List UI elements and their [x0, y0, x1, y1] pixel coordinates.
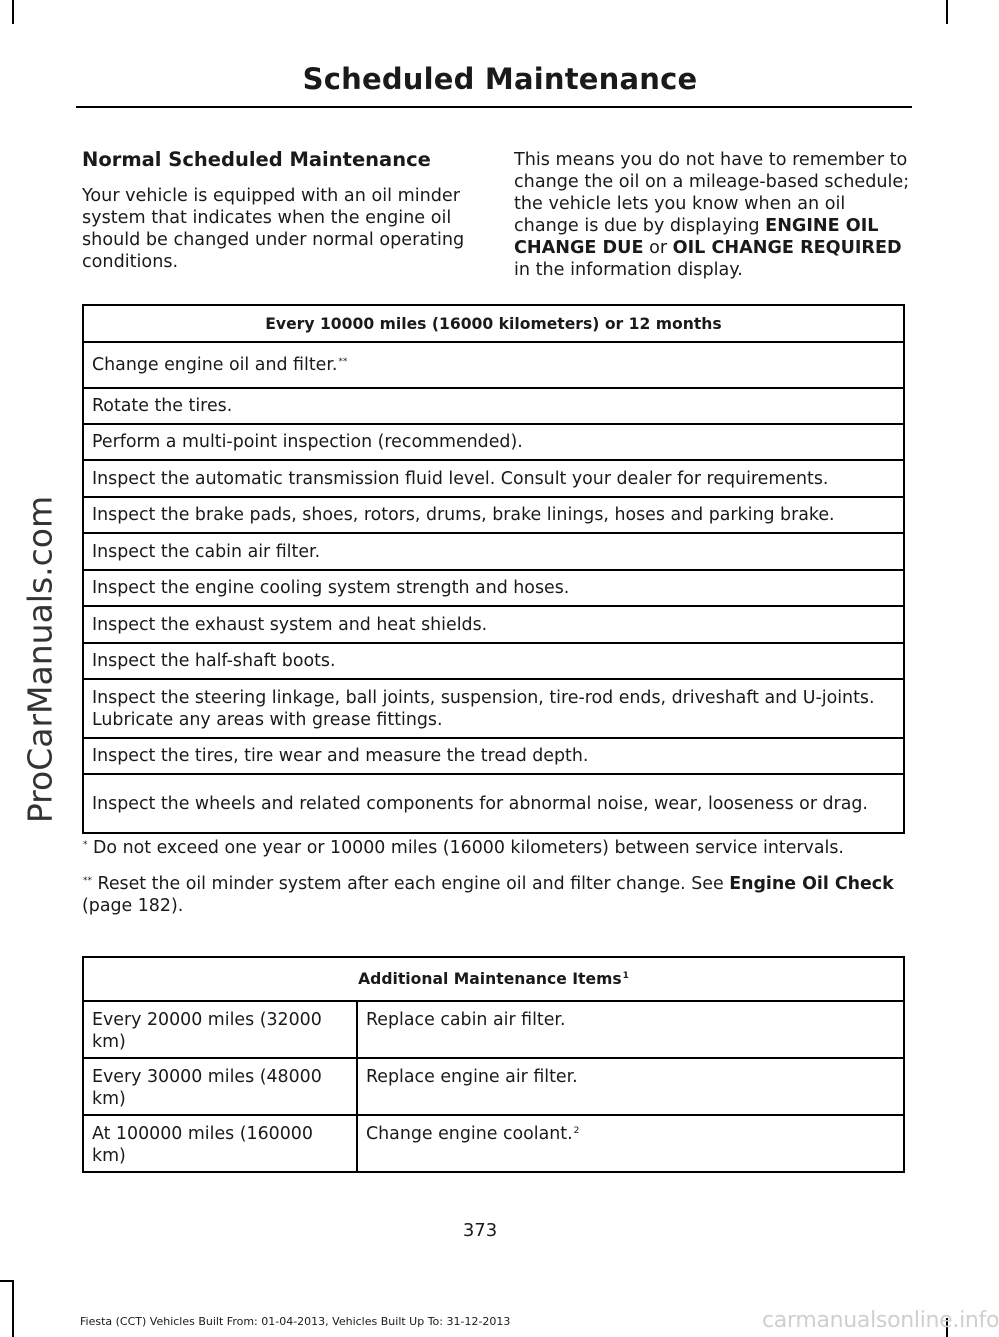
interval-cell: Every 30000 miles (48000 km) — [83, 1058, 357, 1115]
side-watermark: ProCarManuals.com — [20, 495, 60, 824]
page-number: 373 — [462, 1220, 498, 1241]
footnote-1-marker: * — [83, 840, 88, 850]
footnote-1-text: Do not exceed one year or 10000 miles (16000 kilometers) between service intervals. — [87, 838, 844, 858]
table-row — [83, 1115, 904, 1172]
table-row — [83, 679, 904, 738]
intro-right-paragraph — [514, 149, 910, 281]
table-row — [83, 460, 904, 497]
table-row — [83, 570, 904, 606]
table-cell: Inspect the wheels and related components for abnormal noise, wear, looseness or drag. — [83, 774, 904, 833]
table-cell: Inspect the tires, tire wear and measure the tread depth. — [83, 738, 904, 774]
crop-mark-top-left — [12, 0, 14, 24]
table-cell: Inspect the half-shaft boots. — [83, 643, 904, 679]
engine-oil-change-due-label: ENGINE OIL CHANGE DUE — [514, 216, 879, 258]
footer-text: Fiesta (CCT) Vehicles Built From: 01-04-2013, Vehicles Built Up To: 31-12-2013 — [80, 1315, 511, 1328]
section-heading: Normal Scheduled Maintenance — [82, 148, 431, 171]
intro-right-text-1: This means you do not have to remember to change the oil on a mileage-based schedule; the vehicle lets you know when an oil change is due by displaying — [514, 150, 910, 236]
table-row — [83, 497, 904, 533]
interval-cell: At 100000 miles (160000 km) — [83, 1115, 357, 1172]
table-row — [83, 1058, 904, 1115]
crop-mark-bottom-left-h — [0, 1280, 14, 1282]
table-cell: Inspect the engine cooling system strength and hoses. — [83, 570, 904, 606]
table-cell: Perform a multi-point inspection (recommended). — [83, 424, 904, 460]
table-header-row — [83, 957, 904, 1001]
footnotes — [82, 837, 912, 931]
header-divider — [76, 106, 912, 108]
footnote-2 — [82, 873, 912, 917]
table-row — [83, 774, 904, 833]
table-cell: Inspect the brake pads, shoes, rotors, drums, brake linings, hoses and parking brake. — [83, 497, 904, 533]
engine-oil-check-link[interactable]: Engine Oil Check — [729, 874, 894, 894]
table-cell: Inspect the automatic transmission fluid level. Consult your dealer for requirements. — [83, 460, 904, 497]
table-row — [83, 533, 904, 570]
footnote-marker: 2 — [573, 1126, 580, 1136]
interval-cell: Every 20000 miles (32000 km) — [83, 1001, 357, 1058]
table-cell — [83, 342, 904, 388]
intro-left-paragraph: Your vehicle is equipped with an oil minder system that indicates when the engine oil should be changed under normal operating conditions. — [82, 186, 465, 272]
table-row — [83, 342, 904, 388]
oil-change-required-label: OIL CHANGE REQUIRED — [672, 238, 902, 258]
footnote-1 — [82, 837, 912, 859]
intro-right-column — [514, 149, 910, 281]
table-header-text: Additional Maintenance Items — [358, 970, 622, 988]
table-row — [83, 643, 904, 679]
page-title: Scheduled Maintenance — [302, 62, 698, 96]
table-cell: Rotate the tires. — [83, 388, 904, 424]
maintenance-table — [82, 304, 905, 834]
footnote-2-marker: ** — [83, 876, 92, 886]
footnote-2-text: Reset the oil minder system after each engine oil and filter change. See — [92, 874, 730, 894]
table-header — [83, 957, 904, 1001]
footnote-2-page: (page 182). — [82, 896, 184, 916]
footnote-marker: 1 — [622, 971, 629, 981]
item-cell-text: Change engine coolant. — [366, 1124, 573, 1144]
intro-right-text-2: or — [643, 238, 673, 258]
additional-maintenance-table — [82, 956, 905, 1173]
item-cell — [357, 1115, 904, 1172]
table-row — [83, 606, 904, 643]
item-cell: Replace cabin air filter. — [357, 1001, 904, 1058]
table-cell: Inspect the cabin air filter. — [83, 533, 904, 570]
crop-mark-bottom-left — [12, 1280, 14, 1337]
table-cell: Inspect the exhaust system and heat shields. — [83, 606, 904, 643]
table-cell: Inspect the steering linkage, ball joints, suspension, tire-rod ends, driveshaft and U-joints. Lubricate any areas with grease fittings. — [83, 679, 904, 738]
table-header: Every 10000 miles (16000 kilometers) or 12 months — [83, 305, 904, 342]
crop-mark-top-right — [946, 0, 948, 24]
site-watermark: carmanualsonline.info — [762, 1308, 999, 1333]
intro-left-column — [82, 148, 482, 273]
table-row — [83, 424, 904, 460]
table-header-row — [83, 305, 904, 342]
intro-right-text-3: in the information display. — [514, 260, 743, 280]
footnote-marker: ** — [338, 357, 348, 367]
item-cell: Replace engine air filter. — [357, 1058, 904, 1115]
table-row — [83, 1001, 904, 1058]
table-cell-text: Change engine oil and filter. — [92, 355, 338, 375]
table-row — [83, 388, 904, 424]
table-row — [83, 738, 904, 774]
